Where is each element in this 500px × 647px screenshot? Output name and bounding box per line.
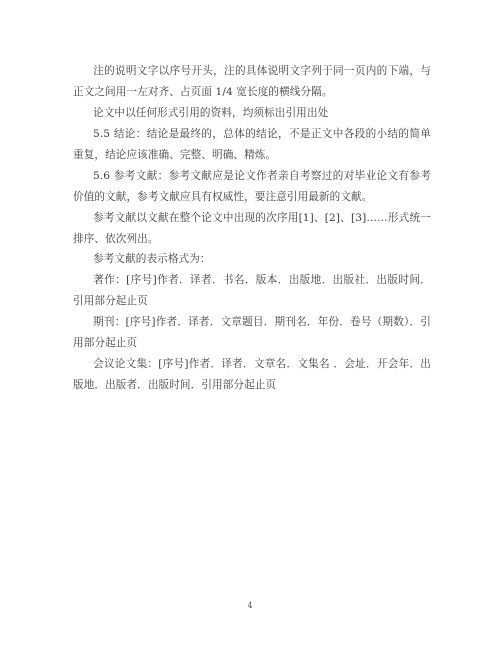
paragraph-text: 期刊：[序号]作者．译者．文章题目．期刊名．年份．卷号（期数）．引用部分起止页	[73, 316, 431, 349]
paragraph-text: 参考文献以文献在整个论文中出现的次序用[1]、[2]、[3]……形式统一排序、依次列出。	[73, 212, 431, 245]
citation-paragraph	[73, 103, 431, 124]
paragraph-text: 注的说明文字以序号开头，注的具体说明文字列于同一页内的下端，与正文之间用一左对齐、占页面 1/4 宽长度的横线分隔。	[73, 65, 431, 98]
paragraph-text: 参考文献的表示格式为：	[93, 253, 211, 265]
journal-format-paragraph	[73, 312, 431, 353]
paragraph-text: 论文中以任何形式引用的资料，均须标出引用出处	[93, 107, 329, 119]
paragraph-text: 5.6 参考文献：参考文献应是论文作者亲自考察过的对毕业论文有参考价值的文献，参考文献应具有权威性，要注意引用最新的文献。	[73, 170, 431, 203]
references-order-paragraph	[73, 208, 431, 249]
references-format-heading	[73, 249, 431, 270]
paragraph-text: 会议论文集：[序号]作者．译者．文章名．文集名 ．会址．开会年．出版地．出版者．出版时间．引用部分起止页	[73, 358, 431, 391]
book-format-paragraph	[73, 270, 431, 311]
footnote-paragraph	[73, 61, 431, 102]
paragraph-text: 5.5 结论：结论是最终的，总体的结论，不是正文中各段的小结的简单重复，结论应该准确、完整、明确、精炼。	[73, 128, 431, 161]
proceedings-format-paragraph	[73, 354, 431, 395]
page-number: 4	[247, 601, 253, 610]
conclusion-paragraph	[73, 124, 431, 165]
paragraph-text: 著作：[序号]作者．译者．书名．版本．出版地．出版社．出版时间．引用部分起止页	[73, 274, 431, 307]
references-paragraph	[73, 166, 431, 207]
